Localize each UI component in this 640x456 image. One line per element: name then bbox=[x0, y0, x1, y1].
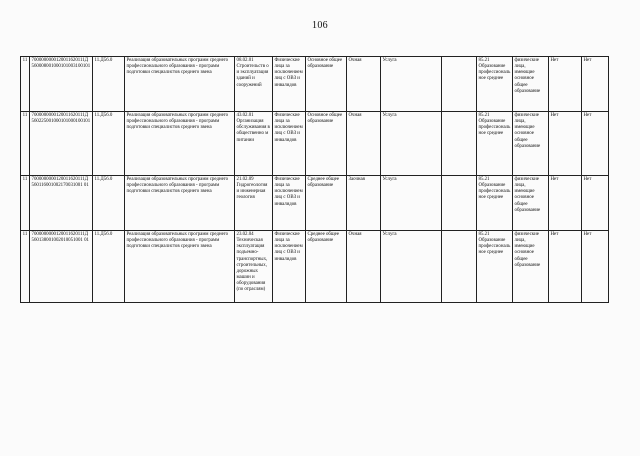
specialty: 43.02.01 Организация обслуживания в общественно м питании bbox=[235, 112, 273, 176]
service-type: Услуга bbox=[381, 57, 442, 112]
table-row bbox=[21, 112, 609, 176]
registry-table bbox=[20, 56, 609, 303]
flag-2: Нет bbox=[582, 176, 609, 231]
okved-code: 11.Д56.0 bbox=[93, 57, 125, 112]
study-form: Очная bbox=[347, 231, 381, 303]
flag-2: Нет bbox=[582, 231, 609, 303]
education-level: Среднее общее образование bbox=[306, 231, 347, 303]
blank-cell bbox=[442, 57, 477, 112]
okved2-code: 85.21 Образование профессиональное среднее bbox=[477, 176, 513, 231]
row-index: 11 bbox=[21, 231, 30, 303]
service-type: Услуга bbox=[381, 176, 442, 231]
consumer-category: Физические лица за исключением лиц с ОВЗ и инвалидов bbox=[273, 57, 306, 112]
registry-code: 7000000000120011620111Д560225001000101000100101 bbox=[30, 112, 93, 176]
education-level: Основное общее образование bbox=[306, 112, 347, 176]
service-name: Реализация образовательных программ среднего профессионального образования - программ подготовки специалистов среднего звена bbox=[125, 231, 235, 303]
okved-code: 11.Д56.0 bbox=[93, 176, 125, 231]
blank-cell bbox=[442, 176, 477, 231]
service-name: Реализация образовательных программ среднего профессионального образования - программ подготовки специалистов среднего звена bbox=[125, 57, 235, 112]
okved-code: 11.Д56.0 bbox=[93, 231, 125, 303]
table-row bbox=[21, 57, 609, 112]
flag-2: Нет bbox=[582, 57, 609, 112]
education-level: Среднее общее образование bbox=[306, 176, 347, 231]
study-form: Очная bbox=[347, 57, 381, 112]
consumers: физические лица, имеющие основное общее образование bbox=[513, 57, 549, 112]
flag-1: Нет bbox=[549, 231, 582, 303]
row-index: 11 bbox=[21, 176, 30, 231]
flag-1: Нет bbox=[549, 112, 582, 176]
registry-code: 7000000000120011620111Д560138001002010051001 01 bbox=[30, 231, 93, 303]
specialty: 23.02.04 Техническая эксплуатация подъемно-транспортных, строительных, дорожных машин и оборудования (по отраслям) bbox=[235, 231, 273, 303]
flag-1: Нет bbox=[549, 176, 582, 231]
study-form: Очная bbox=[347, 112, 381, 176]
study-form: Заочная bbox=[347, 176, 381, 231]
blank-cell bbox=[442, 112, 477, 176]
specialty: 21.02.09 Гидрогеология и инженерная геология bbox=[235, 176, 273, 231]
blank-cell bbox=[442, 231, 477, 303]
row-index: 11 bbox=[21, 57, 30, 112]
table-row bbox=[21, 176, 609, 231]
table-row bbox=[21, 231, 609, 303]
flag-2: Нет bbox=[582, 112, 609, 176]
service-type: Услуга bbox=[381, 112, 442, 176]
service-type: Услуга bbox=[381, 231, 442, 303]
okved2-code: 85.21 Образование профессиональное среднее bbox=[477, 57, 513, 112]
consumers: физические лица, имеющие основное общее образование bbox=[513, 112, 549, 176]
education-level: Основное общее образование bbox=[306, 57, 347, 112]
page-number: 106 bbox=[312, 20, 328, 31]
okved-code: 11.Д56.0 bbox=[93, 112, 125, 176]
specialty: 08.02.01 Строительств о и эксплуатация зданий и сооружений bbox=[235, 57, 273, 112]
consumer-category: Физические лица за исключением лиц с ОВЗ и инвалидов bbox=[273, 112, 306, 176]
okved2-code: 85.21 Образование профессиональное среднее bbox=[477, 112, 513, 176]
registry-code: 7000000000120011620111Д560116001002170031001 01 bbox=[30, 176, 93, 231]
consumer-category: Физические лица за исключением лиц с ОВЗ и инвалидов bbox=[273, 231, 306, 303]
okved2-code: 85.21 Образование профессиональное среднее bbox=[477, 231, 513, 303]
consumers: физические лица, имеющие основное общее образование bbox=[513, 231, 549, 303]
registry-code: 7000000000120011620111Д560008001000101003100101 bbox=[30, 57, 93, 112]
row-index: 11 bbox=[21, 112, 30, 176]
service-name: Реализация образовательных программ среднего профессионального образования - программ подготовки специалистов среднего звена bbox=[125, 112, 235, 176]
service-name: Реализация образовательных программ среднего профессионального образования - программ подготовки специалистов среднего звена bbox=[125, 176, 235, 231]
consumer-category: Физические лица за исключением лиц с ОВЗ и инвалидов bbox=[273, 176, 306, 231]
consumers: физические лица, имеющие основное общее образование bbox=[513, 176, 549, 231]
flag-1: Нет bbox=[549, 57, 582, 112]
